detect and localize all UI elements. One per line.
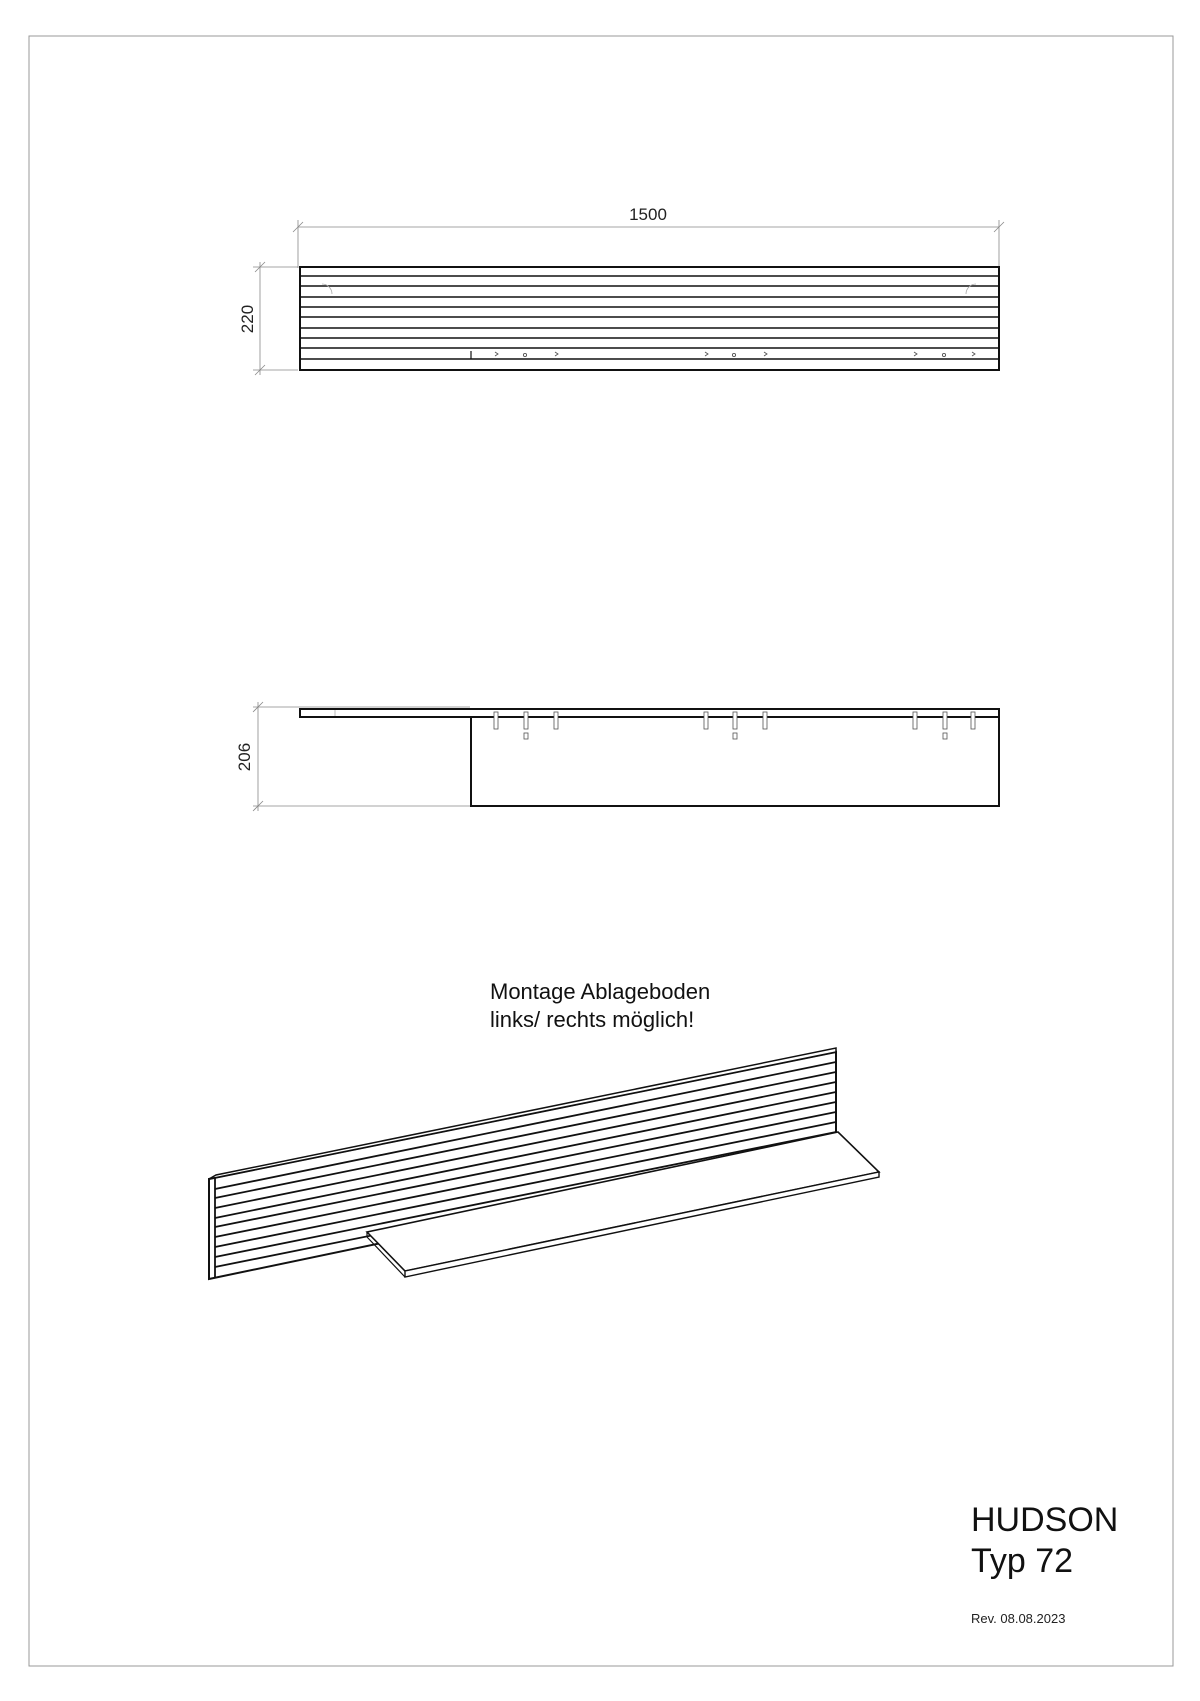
depth-label: 206 — [235, 742, 254, 772]
top-shelf — [471, 717, 999, 806]
assembly-note-line2: links/ rechts möglich! — [490, 1007, 695, 1032]
width-label: 1500 — [629, 205, 667, 224]
front-panel — [300, 267, 999, 370]
top-back-panel — [300, 709, 999, 717]
product-name: HUDSON — [971, 1501, 1119, 1539]
product-type: Typ 72 — [971, 1542, 1074, 1580]
height-label: 220 — [238, 304, 257, 334]
top-view — [235, 702, 999, 811]
revision-date: Rev. 08.08.2023 — [971, 1611, 1066, 1626]
front-view — [238, 205, 1004, 375]
depth-dimension — [235, 702, 470, 811]
isometric-view — [209, 1048, 879, 1279]
width-dimension — [293, 205, 1004, 268]
height-dimension — [238, 262, 298, 375]
assembly-note-line1: Montage Ablageboden — [490, 979, 711, 1004]
